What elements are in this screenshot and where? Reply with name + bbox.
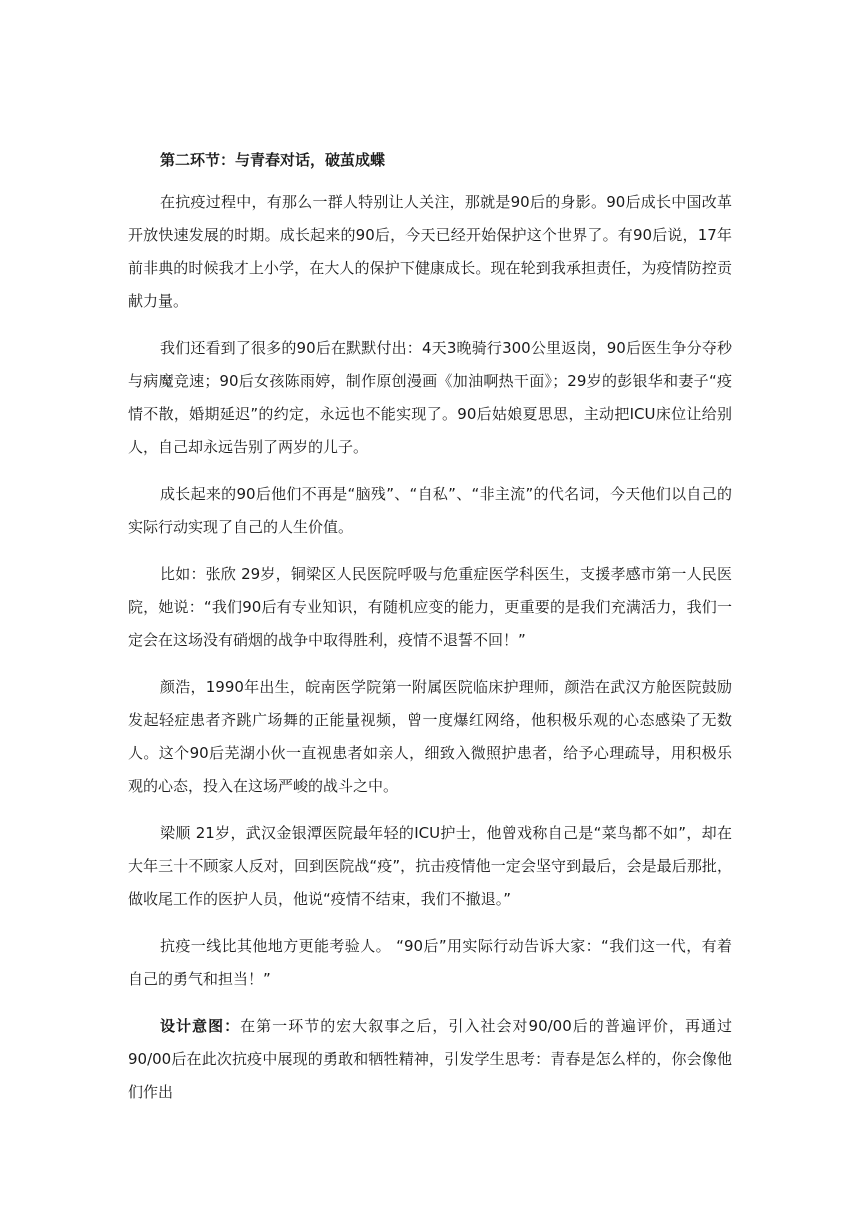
paragraph-4: 比如：张欣 29岁，铜梁区人民医院呼吸与危重症医学科医生，支援孝感市第一人民医院，她说：“我们90后有专业知识，有随机应变的能力，更重要的是我们充满活力，我们一定会在这场没有硝烟的战争中取得胜利，疫情不退誓不回！” xyxy=(128,565,732,649)
design-intent-text: 在第一环节的宏大叙事之后，引入社会对90/00后的普遍评价，再通过90/00后在此次抗疫中展现的勇敢和牺牲精神，引发学生思考：青春是怎么样的，你会像他们作出 xyxy=(128,1017,732,1101)
paragraph-5: 颜浩，1990年出生，皖南医学院第一附属医院临床护理师，颜浩在武汉方舱医院鼓励发起轻症患者齐跳广场舞的正能量视频，曾一度爆红网络，他积极乐观的心态感染了无数人。这个90后芜湖小伙一直视患者如亲人，细致入微照护患者，给予心理疏导，用积极乐观的心态，投入在这场严峻的战斗之中。 xyxy=(128,678,732,795)
paragraph-7: 抗疫一线比其他地方更能考验人。 “90后”用实际行动告诉大家：“我们这一代，有着自己的勇气和担当！” xyxy=(128,937,732,988)
paragraph-2: 我们还看到了很多的90后在默默付出：4天3晚骑行300公里返岗，90后医生争分夺秒与病魔竞速；90后女孩陈雨婷，制作原创漫画《加油啊热干面》；29岁的彭银华和妻子“疫情不散，婚期延迟”的约定，永远也不能实现了。90后姑娘夏思思，主动把ICU床位让给别人，自己却永远告别了两岁的儿子。 xyxy=(128,339,732,456)
paragraph-1: 在抗疫过程中，有那么一群人特别让人关注，那就是90后的身影。90后成长中国改革开放快速发展的时期。成长起来的90后，今天已经开始保护这个世界了。有90后说，17年前非典的时候我才上小学，在大人的保护下健康成长。现在轮到我承担责任，为疫情防控贡献力量。 xyxy=(128,193,732,310)
design-intent-paragraph xyxy=(128,1010,732,1109)
design-intent-label: 设计意图： xyxy=(160,1017,241,1035)
paragraph-3: 成长起来的90后他们不再是“脑残”、“自私”、“非主流”的代名词，今天他们以自己的实际行动实现了自己的人生价值。 xyxy=(128,485,732,536)
document-body xyxy=(128,148,732,1123)
section-heading: 第二环节：与青春对话，破茧成蝶 xyxy=(160,151,386,169)
paragraph-6: 梁顺 21岁，武汉金银潭医院最年轻的ICU护士，他曾戏称自己是“菜鸟都不如”，却在大年三十不顾家人反对，回到医院战“疫”，抗击疫情他一定会坚守到最后，会是最后那批，做收尾工作的医护人员，他说“疫情不结束，我们不撤退。” xyxy=(128,824,732,908)
